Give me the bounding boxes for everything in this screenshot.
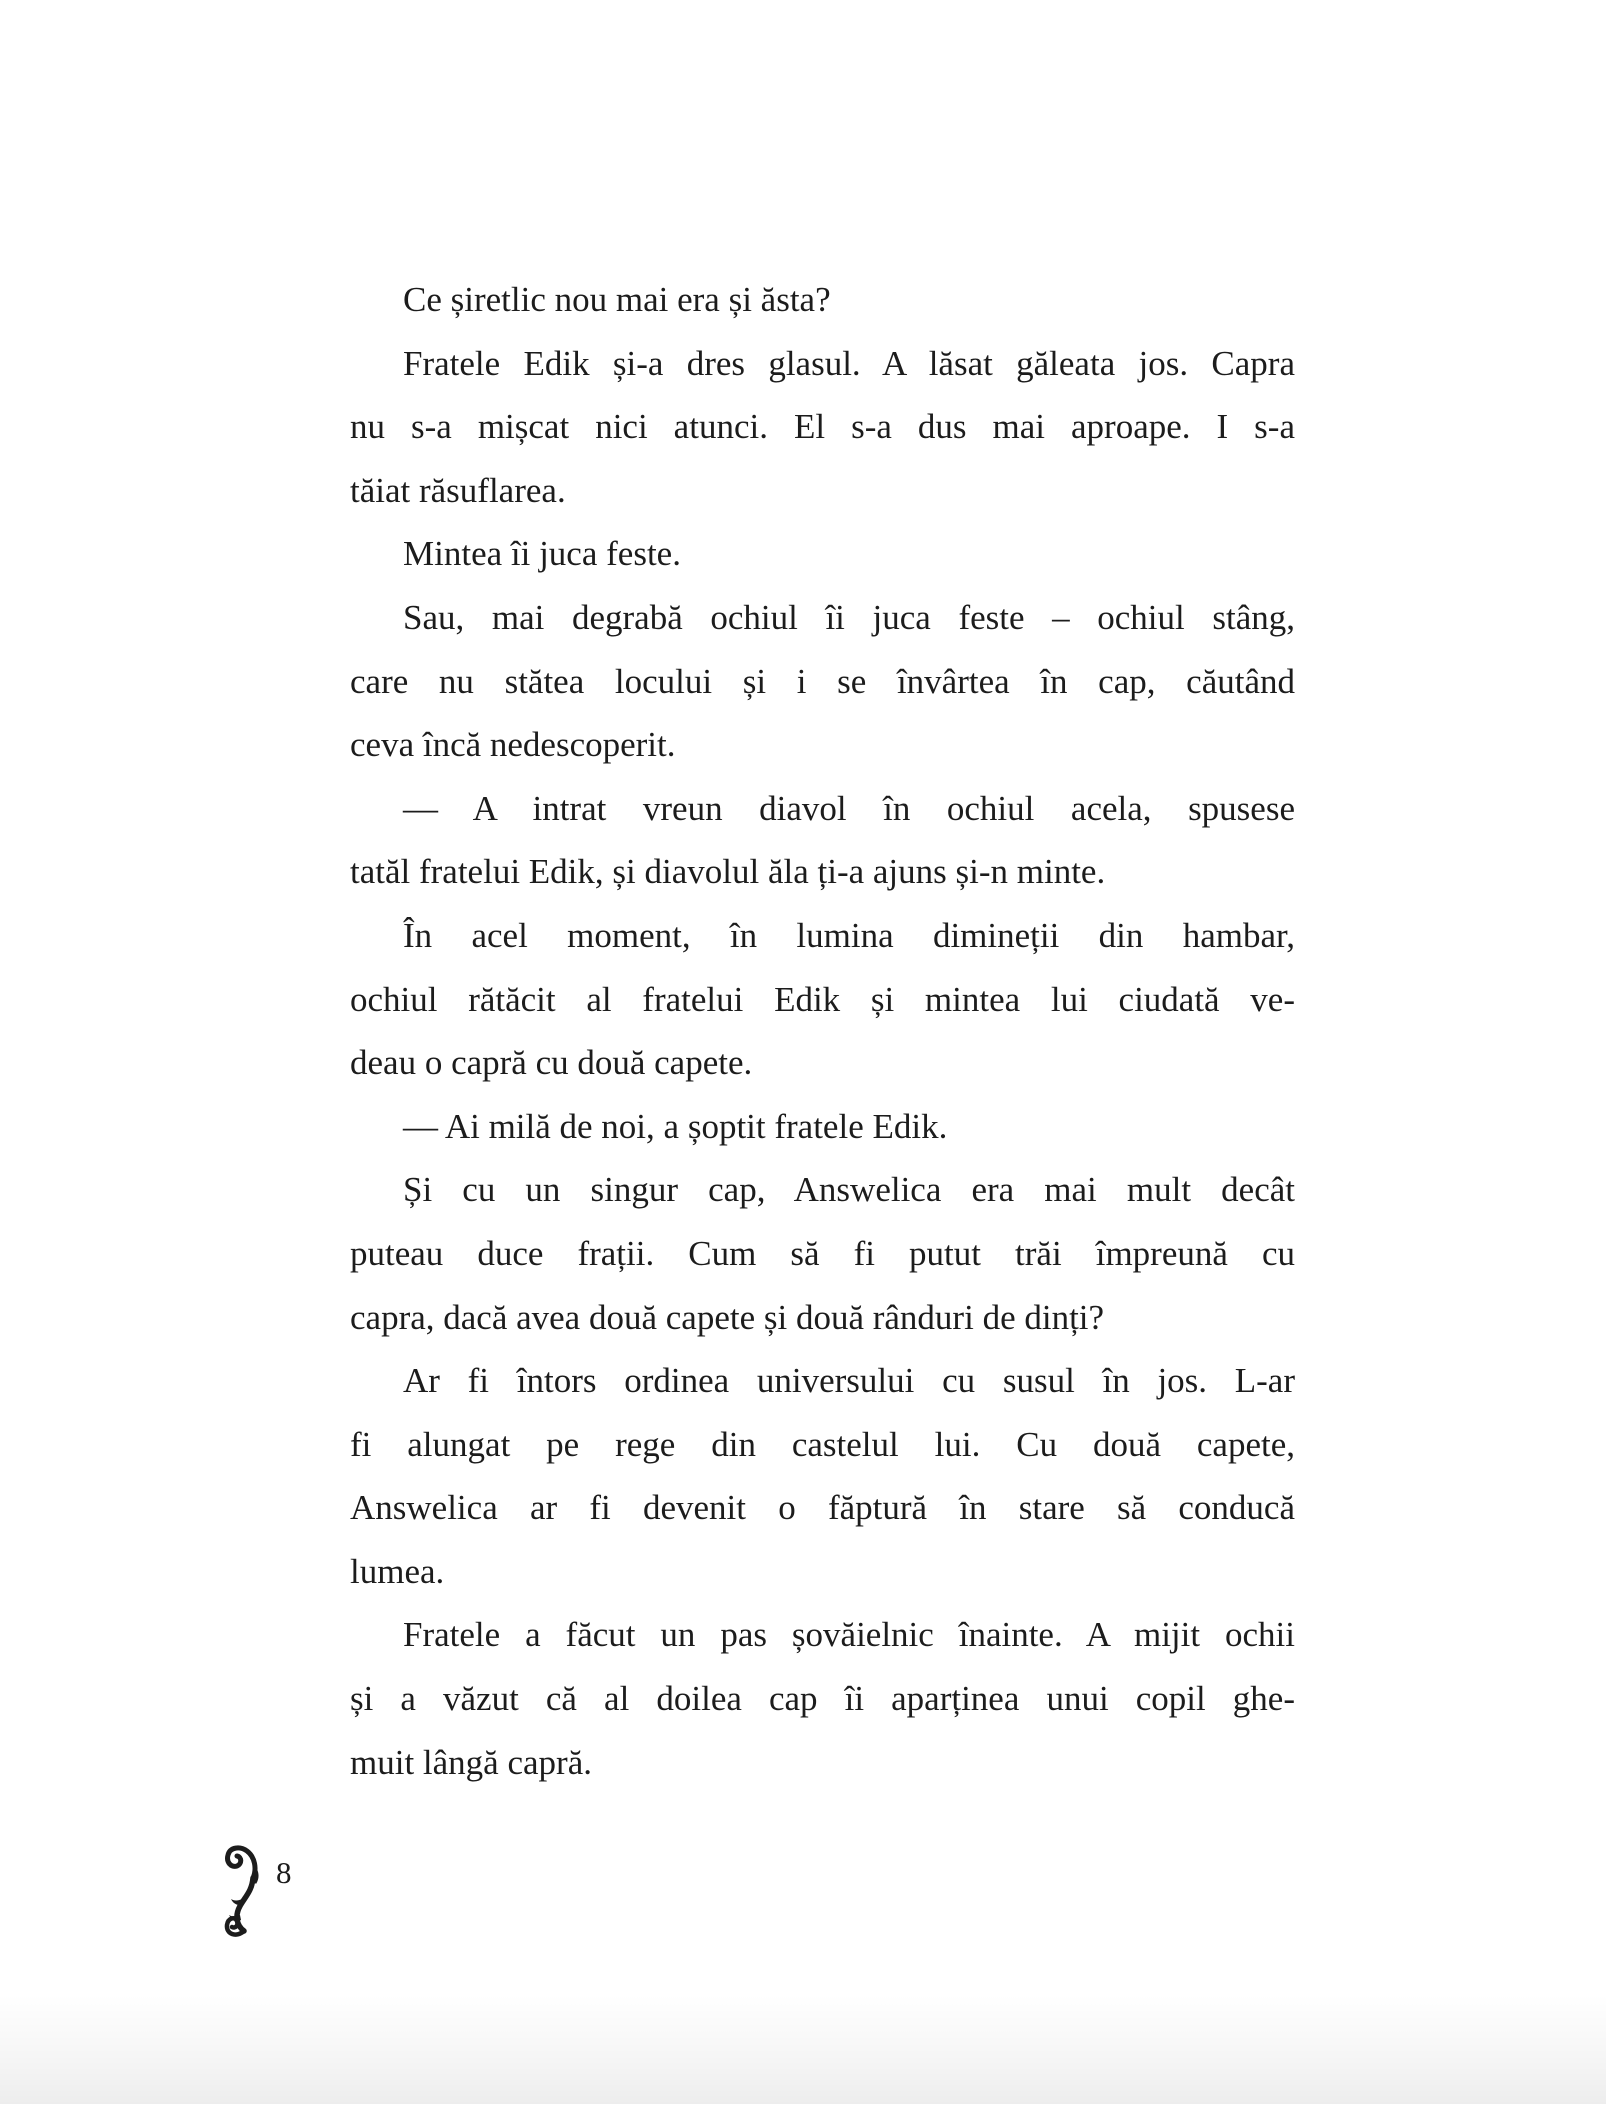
text-line: care nu stătea locului și i se învârtea în cap, căutând xyxy=(350,661,1295,701)
text-line: tăiat răsuflarea. xyxy=(350,470,566,510)
text-line: — Ai milă de noi, a șoptit fratele Edik. xyxy=(403,1106,948,1146)
text-line: muit lângă capră. xyxy=(350,1742,592,1782)
text-line: Fratele a făcut un pas șovăielnic înainte. A mijit ochii xyxy=(403,1615,1295,1655)
text-line: ochiul rătăcit al fratelui Edik și mintea lui ciudată ve- xyxy=(350,979,1295,1019)
text-line: puteau duce frații. Cum să fi putut trăi împreună cu xyxy=(350,1233,1295,1273)
body-text xyxy=(350,268,1295,1794)
text-line: fi alungat pe rege din castelul lui. Cu două capete, xyxy=(350,1424,1295,1464)
text-line: nu s-a mișcat nici atunci. El s-a dus mai aproape. I s-a xyxy=(350,407,1295,447)
text-line: Fratele Edik și-a dres glasul. A lăsat găleata jos. Capra xyxy=(403,343,1295,383)
text-line: și a văzut că al doilea cap îi aparținea unui copil ghe- xyxy=(350,1679,1295,1719)
text-line: Ce șiretlic nou mai era și ăsta? xyxy=(403,280,831,319)
page-bottom-shade xyxy=(0,1994,1606,2104)
text-line: Sau, mai degrabă ochiul îi juca feste – ochiul stâng, xyxy=(403,597,1295,637)
text-line: capra, dacă avea două capete și două rânduri de dinți? xyxy=(350,1297,1105,1337)
flourish-ornament-icon xyxy=(221,1841,261,1947)
text-line: Mintea îi juca feste. xyxy=(403,534,681,574)
text-line: Answelica ar fi devenit o făptură în stare să conducă xyxy=(350,1488,1295,1528)
page-number: 8 xyxy=(276,1855,292,1890)
text-line: — A intrat vreun diavol în ochiul acela, spusese xyxy=(403,788,1295,828)
text-line: tatăl fratelui Edik, și diavolul ăla ți-a ajuns și-n minte. xyxy=(350,852,1106,892)
text-line: Și cu un singur cap, Answelica era mai mult decât xyxy=(403,1170,1295,1210)
text-line: În acel moment, în lumina dimineții din hambar, xyxy=(403,915,1295,955)
text-line: Ar fi întors ordinea universului cu susul în jos. L-ar xyxy=(403,1361,1295,1401)
text-line: deau o capră cu două capete. xyxy=(350,1043,753,1083)
text-line: ceva încă nedescoperit. xyxy=(350,725,676,765)
text-line: lumea. xyxy=(350,1551,445,1591)
